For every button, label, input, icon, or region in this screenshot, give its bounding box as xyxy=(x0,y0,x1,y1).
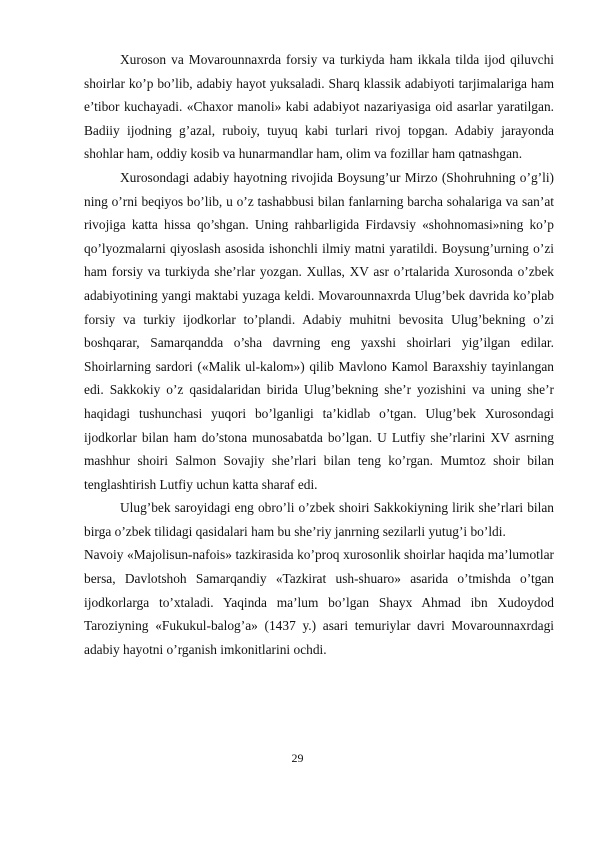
paragraph-adabiy-hayot: Xuroson va Movarounnaxrda forsiy va turkiyda ham ikkala tilda ijod qiluvchi shoirlar ko’p bo’lib, adabiy hayot yuksaladi. Sharq klassik adabiyoti tarjimalariga ham e’tibor kuchayadi. «Chaxor manoli» kabi adabiyot nazariyasiga oid asarlar yaratilgan. Badiiy ijodning g’azal, ruboiy, tuyuq kabi turlari rivoj topgan. Adabiy jarayonda shohlar ham, oddiy kosib va hunarmandlar ham, olim va fozillar ham qatnashgan. xyxy=(84,52,554,162)
paragraph-tazkiralar: Navoiy «Majolisun-nafois» tazkirasida ko’proq xurosonlik shoirlar haqida ma’lumotlar bersa, Davlotshoh Samarqandiy «Tazkirat ush-shuaro» asarida o’tmishda o’tgan ijodkorlarga to’xtaladi. Yaqinda ma’lum bo’lgan Shayx Ahmad ibn Xudoydod Taroziyning «Fukukul-balog’a» (1437 y.) asari temuriylar davri Movarounnaxrdagi adabiy hayotni o’rganish imkonitlarini ochdi. xyxy=(84,547,554,657)
document-body xyxy=(84,48,554,661)
paragraph-boysungur: Xurosondagi adabiy hayotning rivojida Boysung’ur Mirzo (Shohruhning o’g’li) ning o’rni beqiyos bo’lib, u o’z tashabbusi bilan fanlarning barcha sohalariga va san’at rivojiga katta hissa qo’shgan. Uning rahbarligida Firdavsiy «shohnomasi»ning ko’p qo’lyozmalarni qiyoslash asosida ishonchli ilmiy matni yaratildi. Boysung’urning o’zi ham forsiy va turkiyda she’rlar yozgan. Xullas, XV asr o’rtalarida Xurosonda o’zbek adabiyotining yangi maktabi yuzaga keldi. Movarounnaxrda Ulug’bek davrida ko’plab forsiy va turkiy ijodkorlar to’plandi. Adabiy muhitni bevosita Ulug’bekning o’zi boshqarar, Samarqandda o’sha davrning eng yaxshi shoirlari yig’ilgan edilar. Shoirlarning sardori («Malik ul-kalom») qilib Mavlono Kamol Baraxshiy tayinlangan edi. Sakkokiy o’z qasidalaridan birida Ulug’bekning she’r yozishini va uning she’r haqidagi tushunchasi yuqori bo’lganligi ta’kidlab o’tgan. Ulug’bek Xurosondagi ijodkorlar bilan ham do’stona munosabatda bo’lgan. U Lutfiy she’rlarini XV asrning mashhur shoiri Salmon Sovajiy she’rlari bilan teng ko’rgan. Mumtoz shoir bilan tenglashtirish Lutfiy uchun katta sharaf edi. xyxy=(84,169,554,492)
paragraph-sakkokiy: Ulug’bek saroyidagi eng obro’li o’zbek shoiri Sakkokiyning lirik she’rlari bilan birga o’zbek tilidagi qasidalari ham bu she’riy janrning sezilarli yutug’i bo’ldi. xyxy=(84,500,554,539)
page-number: 29 xyxy=(291,751,304,765)
